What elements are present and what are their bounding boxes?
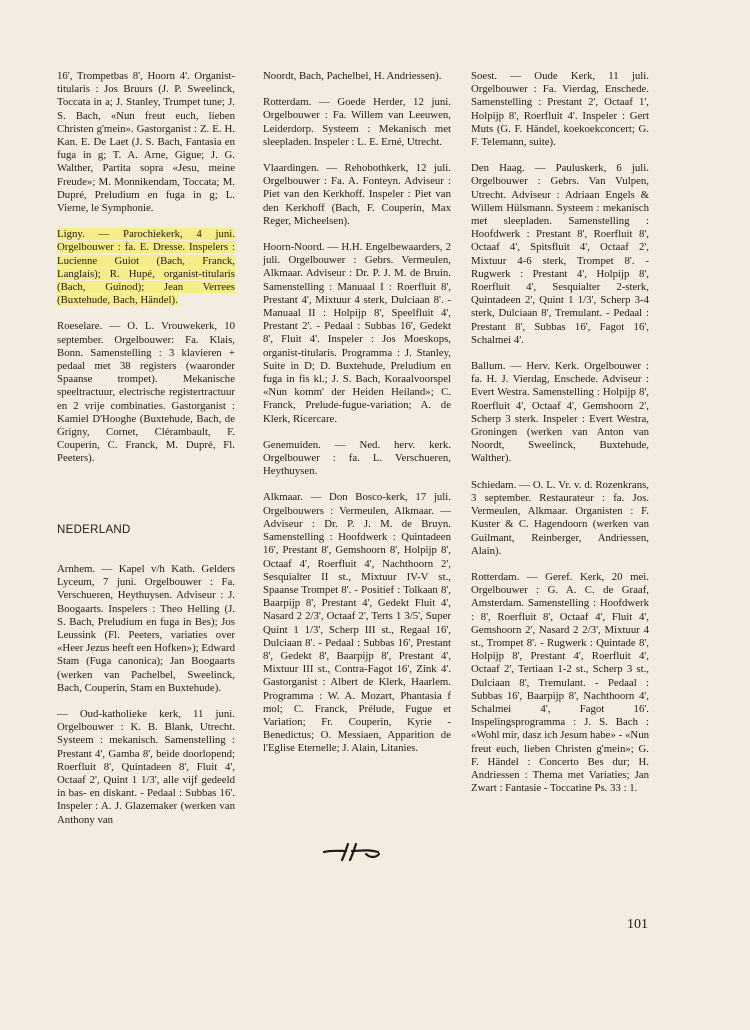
right-column [471,70,649,808]
entry-text: Arnhem. — Kapel v/h Kath. Gelders Lyceum, 7 juni. Orgelbouwer : Fa. Verschueren, Heythuysen. Adviseur : J. Boogaarts. Inspelers : Theo Helling (J. S. Bach, Preludium en fuga in Bes); Jos Leussink (Fl. Peeters, variaties over «Heer Jezus heeft een Hofken»); Edward Stam (Fuga canonica); Jan Boogaarts (werken van Pachelbel, Sweelinck, Bach, Couperin, Stam en Buxtehude). [57,562,235,694]
entry-text: 16', Trompetbas 8', Hoorn 4'. Organist-titularis : Jos Bruurs (J. P. Sweelinck, Toccata in a; J. Stanley, Trumpet tune; J. S. Bach, «Nun freut euch, lieben Christen g'mein». Gastorganist : Z. E. H. Kan. E. De Laet (J. S. Bach, Fantasia en fuga in g; T. A. Arne, Gigue; J. G. Walther, Partita sopra «Jesu, meine Freude»; M. Monnikendam, Toccata; M. Dupré, Preludium en fuga in g; L. Vierne, le Symphonie. [57,70,235,215]
left-column [57,70,235,840]
section-heading: NEDERLAND [57,523,131,536]
entry-genemuiden [263,439,451,479]
entry-ligny [57,228,235,307]
entry-schiedam [471,479,649,558]
entry-roeselare [57,320,235,465]
entry-continuation [57,70,235,215]
page-number: 101 [627,917,648,932]
entry-text: Den Haag. — Pauluskerk, 6 juli. Orgelbouwer : Gebrs. Van Vulpen, Utrecht. Adviseur : Adriaan Engels & Willem Hülsmann. Systeem : mekanisch met sleepladen. Samenstelling : Hoofdwerk : Prestant 8', Roerfluit 8', Octaaf 4', Spitsfluit 4', Octaaf 2', Mixtuur 4-6 sterk, Trompet 8'. - Rugwerk : Prestant 4', Holpijp 8', Roerfluit 4', Sesquialter 2-sterk, Quintadeen 2', Quint 1 1/3', Scherp 3-4 sterk, Dulciaan 8', Tremulant. - Pedaal : Prestant 8', Subbas 16', Fagot 16', Schalmei 4'. [471,162,649,346]
entry-text: Roeselare. — O. L. Vrouwekerk, 10 september. Orgelbouwer: Fa. Klais, Bonn. Samenstelling : 3 klavieren + pedaal met 38 registers (waaronder Spaanse trompet). Mekanische speeltractuur, electrische registertractuur en 2 vrije combinaties. Gastorganist : Kamiel D'Hooghe (Buxtehude, Bach, de Grigny, Cornet, Clérambault, F. Couperin, C. Franck, M. Dupré, Fl. Peeters). [57,320,235,465]
entry-text: Rotterdam. — Goede Herder, 12 juni. Orgelbouwer : Fa. Willem van Leeuwen, Leiderdorp. Systeem : Mekanisch met sleepladen. Inspeler : L. E. Erné, Utrecht. [263,96,451,148]
entry-vlaardingen [263,162,451,228]
entry-hoorn-noord [263,241,451,426]
entry-text: Vlaardingen. — Rehobothkerk, 12 juli. Orgelbouwer : Fa. A. Fonteyn. Adviseur : Piet van den Kerkhoff. Inspeler : Piet van den Kerkhoff (Bach, F. Couperin, Max Reger, Micheelsen). [263,162,451,227]
entry-text: Soest. — Oude Kerk, 11 juli. Orgelbouwer : Fa. Vierdag, Enschede. Samenstelling : Prestant 2', Octaaf 1', Holpijp 8', Roerfluit 4'. Inspeler : Gert Muts (G. F. Händel, koekoekconcert; G. F. Telemann, suite). [471,70,649,149]
entry-text: Hoorn-Noord. — H.H. Engelbewaarders, 2 juli. Orgelbouwer : Gebrs. Vermeulen, Alkmaar. Adviseur : Dr. P. J. M. de Bruin. Samenstelling : Manuaal I : Roerfluit 8', Prestant 4', Mixtuur 4 sterk, Dulciaan 8'. - Manuaal II : Holpijp 8', Speelfluit 4', Prestant 2'. - Pedaal : Subbas 16', Gedekt 8', Fluit 4'. Inspeler : Jos Moeskops, organist-titularis. Programma : J. Stanley, Suite in D; D. Buxtehude, Preludium en fuga in fis kl.; J. S. Bach, Koraalvoorspel «Nun komm' der Heiden Heiland»; C. Franck, Prelude-fugue-variation; A. de Klerk, Ricercare. [263,241,451,425]
entry-ballum [471,360,649,466]
entry-text: Alkmaar. — Don Bosco-kerk, 17 juli. Orgelbouwers : Vermeulen, Alkmaar. — Adviseur : Dr. P. J. M. de Bruyn. Samenstelling : Hoofdwerk : Quintadeen 16', Prestant 8', Gemshoorn 8', Holpijp 8', Octaaf 4', Roerfluit 4', Nachthoorn 2', Sesquialter II st., Mixtuur IV-V st., Spaanse Trompet 8'. - Positief : Tolkaan 8', Baarpijp 8', Prestant 4', Gedekt Fluit 4', Nasard 2 2/3', Octaaf 2', Terts 1 3/5', Super Quint 1 1/3', Scherp III st., Regaal 16', Dulciaan 8'. - Pedaal : Subbas 16', Prestant 8', Gedekt 8', Baarpijp 8', Prestant 4', Mixtuur III st., Contra-Fagot 16', Zink 4'. Gastorganist : Albert de Klerk, Haarlem. Programma : W. A. Mozart, Phantasia f mol; C. Franck, Prélude, Fugue et Variation; Fr. Couperin, Kyrie - Benedictus; O. Messiaen, Apparition de l'Eglise Eternelle; J. Alain, Litanies. [263,491,451,755]
entry-den-haag [471,162,649,347]
entry-continuation [263,70,451,83]
entry-oud-katholieke [57,708,235,827]
entry-alkmaar [263,491,451,755]
flourish-ornament-icon [322,840,382,862]
entry-rotterdam [263,96,451,149]
entry-arnhem [57,563,235,695]
entry-text-highlighted: Ligny. — Parochiekerk, 4 juni. Orgelbouwer : fa. E. Dresse. Inspelers : Lucienne Guiot (Bach, Franck, Langlais); R. Hupé, organist-titularis (Bach, Guinod); Jean Verrees (Buxtehude, Bach, Händel). [57,228,235,307]
entry-text: Schiedam. — O. L. Vr. v. d. Rozenkrans, 3 september. Restaurateur : fa. Jos. Vermeulen, Alkmaar. Organisten : F. Kuster & C. Hagendoorn (werken van Guilmant, Reinberger, Andriessen, Alain). [471,478,649,557]
entry-text: Noordt, Bach, Pachelbel, H. Andriessen). [263,70,442,82]
entry-text: Rotterdam. — Geref. Kerk, 20 mei. Orgelbouwer : G. A. C. de Graaf, Amsterdam. Samenstelling : Hoofdwerk : 8', Roerfluit 8', Octaaf 4', Fluit 4', Gemshoorn 2', Nasard 2 2/3', Mixtuur 4 st., Trompet 8'. - Rugwerk : Quintade 8', Holpijp 8', Prestant 4', Roerfluit 4', Octaaf 2', Tertiaan 1-2 st., Scherp 3 st., Dulciaan 8', Tremulant. - Pedaal : Subbas 16', Baarpijp 8', Nachthoorn 4', Schalmei 4', Fagot 16'. Inspelingsprogramma : J. S. Bach : «Wohl mir, dasz ich Jesum habe» - «Nun freut euch, lieben Christen g'mein»; G. F. Händel : Concerto Bes dur; H. Andriessen : Thema met Variaties; Jan Zwart : Fantasie - Toccatine Ps. 33 : 1. [471,570,649,795]
entry-text: — Oud-katholieke kerk, 11 juni. Orgelbouwer : K. B. Blank, Utrecht. Systeem : mekanisch. Samenstelling : Prestant 4', Gamba 8', beide doorlopend; Roerfluit 8', Quintadeen 8', Fluit 4', Octaaf 2', Quint 1 1/3', alle vijf gedeeld in bas- en diskant. - Pedaal : Subbas 16'. Inspeler : A. J. Glazemaker (werken van Anthony van [57,707,235,826]
middle-column [263,70,451,769]
entry-soest [471,70,649,149]
entry-text: Genemuiden. — Ned. herv. kerk. Orgelbouwer : fa. L. Verschueren, Heythuysen. [263,438,451,478]
entry-rotterdam-geref [471,571,649,795]
entry-text: Ballum. — Herv. Kerk. Orgelbouwer : fa. H. J. Vierdag, Enschede. Adviseur : Evert Westra. Samenstelling : Holpijp 8', Roerfluit 4', Octaaf 4', Gemshoorn 2', Scherp 3 sterk. Inspeler : Evert Westra, Groningen (werken van Anton van Noordt, Sweelinck, Buxtehude, Walther). [471,360,649,465]
